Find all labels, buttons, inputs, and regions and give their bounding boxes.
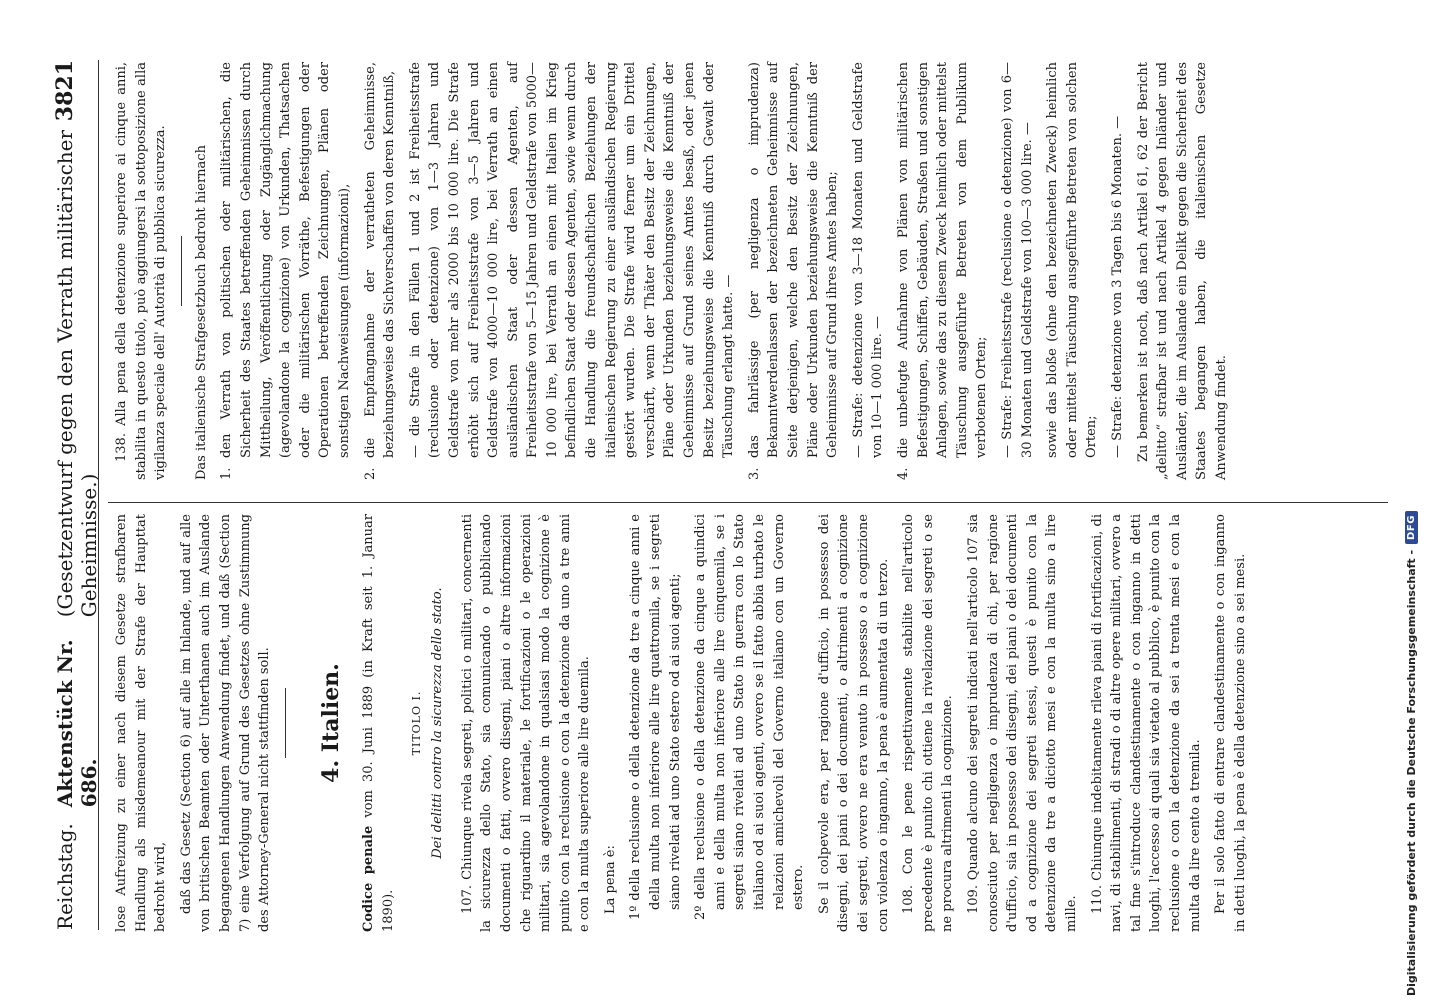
pena-item-1: 1º della reclusione o della detenzione da tre a cinque anni e della multa non inferiore alle lire quattromila, se i segreti siano rivelati ad uno Stato estero od ai suoi agenti; [628, 514, 683, 920]
left-paragraph-2: daß das Gesetz (Section 6) auf alle im Inlande, und auf alle von britischen Beamten oder Unterthanen auch im Auslande begangenen Handlungen Anwendung findet, und daß (Section 7) eine Verfolgung auf Grund des Gesetzes ohne Zustimmung des Attorney-General nicht stattfinden soll. [178, 514, 273, 932]
list-item-4-b-penalty: — Strafe: detenzione von 3 Tagen bis 6 Monaten. — [1109, 115, 1125, 458]
header-left-label: Reichstag. [53, 823, 77, 930]
header-center-title: Aktenstück Nr. 686. [53, 639, 101, 808]
list-item-3-penalty: — Strafe: detenzione von 3—18 Monaten und Geldstrafe von 10—1 000 lire. — [850, 62, 886, 458]
credit-text: Digitalisierung gefördert durch die Deutsche Forschungsgemeinschaft - [1404, 549, 1418, 996]
closing-paragraph: Zu bemerken ist noch, daß nach Artikel 61, 62 der Bericht „delitto“ strafbar ist und nach Artikel 4 gegen Inländer und Ausländer, die im Auslande ein Delikt gegen die Sicherheit des Staates begangen haben, die italienischen Gesetze Anwendung findet. [1135, 62, 1229, 480]
article-138: 138. Alla pena della detenzione superiore ai cinque anni, stabilita in questo titolo, può aggiungersi la sottoposizione alla vigilanza speciale dell' Autorità di pubblica sicurezza. [114, 62, 169, 480]
article-110: 110. Chiunque indebitamente rileva piani di fortificazioni, di navi, di stabilimenti, di stradi o di altre opere militari, ovvero a tal fine s'introduce clandestinamente o con inganno in detti luoghi, l'accesso ai quali sia vietato al pubblico, è punito con la reclusione o con la detenzione da sei a trenta mesi e con la multa da lire cento a tremila. [1089, 514, 1203, 932]
list-item-1-number: 1. [219, 467, 235, 480]
list-item-4-penalty: — Strafe: Freiheitsstrafe (reclusione o detenzione) von 6—30 Monaten und Geldstrafe von 100—3 000 lire. — [999, 62, 1035, 458]
header-title-group [53, 121, 101, 930]
column-divider [108, 502, 1388, 503]
paragraph-colpevole: Se il colpevole era, per ragione d'ufficio, in possesso dei disegni, dei piani o dei documenti, o altrimenti a cognizione dei segreti, ovvero ne era venuto in possesso o a cognizione con violenza o inganno, la pena è aumentata di un terzo. [816, 514, 891, 932]
list-item-2-number: 2. [362, 467, 378, 480]
list-item-4 [894, 62, 992, 480]
left-column [112, 514, 1256, 932]
dfg-logo: DFG [1405, 511, 1418, 544]
pena-intro: La pena è: [602, 845, 618, 914]
list-item-1-text: den Verrath von politischen oder militärischen, die Sicherheit des Staates betreffenden Geheimnissen durch Mittheilung, Veröffentlichung oder Zugänglichmachung (agevolandone la cognizione) von Urkunden, Thatsachen oder die militärischen Vorräthe, Befestigungen oder Operationen betreffenden Zeichnungen, Plänen oder sonstigen Nachweisungen (informazioni), [219, 62, 352, 458]
list-item-2-text: die Empfangnahme der verratheten Geheimnisse, beziehungsweise das Sichverschaffen von deren Kenntniß, [362, 62, 398, 458]
code-heading-bold: Codice penale [361, 825, 377, 932]
list-item-2 [361, 62, 400, 480]
list-item-3-text: das fahrlässige (per negligenza o imprudenza) Bekanntwerdenlassen der bezeichneten Geheimnisse auf Seite derjenigen, welche den Besitz der Zeichnungen, Pläne oder Urkunden beziehungsweise die Kenntniß der Geheimnisse auf Grund ihres Amtes haben; [746, 62, 841, 458]
left-paragraph-1: lose Aufreizung zu einer nach diesem Gesetze strafbaren Handlung als misdemeanour mit der Strafe der Haupttat bedroht wird, [114, 514, 169, 932]
list-item-1 [217, 62, 354, 480]
page-number: 3821 [52, 60, 78, 122]
short-rule-right [181, 236, 182, 306]
list-item-4-number: 4. [895, 467, 911, 480]
article-107: 107. Chiunque rivela segreti, politici o militari, concernenti la sicurezza dello Stato, sia comunicando o pubblicando documenti o fatti, ovvero disegni, piani o altre informazioni che riguardino il materiale, le fortificazioni o le operazioni militari, sia agevolandone in qualsiasi modo la cognizione è punito con la reclusione o con la detenzione da uno a tre anni e con la multa superiore alle lire duemila. [459, 514, 593, 932]
paragraph-last: Per il solo fatto di entrare clandestinamente o con inganno in detti luoghi, la pena è della detenzione sino a sei mesi. [1213, 514, 1248, 932]
list-item-4-text: die unbefugte Aufnahme von Plänen von militärischen Befestigungen, Schiffen, Gebäuden, Straßen und sonstigen Anlagen, sowie das zu diesem Zweck heimlich oder mittelst Täuschung ausgeführte Betreten von dem Publikum verbotenen Orten; [895, 62, 990, 458]
list-item-3 [745, 62, 843, 480]
pena-item-2: 2º della reclusione o della detenzione da cinque a quindici anni e della multa non inferiore alle lire cinquemila, se i segreti siano rivelati ad uno Stato in guerra con lo Stato italiano od ai suoi agenti, ovvero se il fatto abbia turbato le relazioni amichevoli del Governo italiano con un Governo estero. [693, 514, 807, 920]
article-109: 109. Quando alcuno dei segreti indicati nell'articolo 107 sia conosciuto per negligenza o imprudenza di chi, per ragione d'ufficio, sia in possesso dei disegni, dei piani o dei documenti od a cognizione dei segreti stessi, questi è punito con la detenzione da tre a diciotto mesi e con la multa sino a lire mille. [965, 514, 1079, 932]
article-108: 108. Con le pene rispettivamente stabilite nell'articolo precedente è punito chi ottiene la rivelazione dei segreti o se ne procura altrimenti la cognizione. [901, 514, 956, 932]
list-item-4-b: sowie das bloße (ohne den bezeichneten Zweck) heimlich oder mittelst Täuschung ausgeführte Betreten von solchen Orten; [1045, 62, 1100, 458]
digitization-credit [1400, 36, 1422, 996]
titolo-label: TITOLO I. [409, 690, 423, 756]
code-heading [359, 514, 398, 932]
code-heading-rest: vom 30. Juni 1889 (in Kraft seit 1. Januar 1890). [361, 514, 396, 932]
page-header [52, 60, 101, 930]
header-right-title: (Gesetzentwurf gegen den Verrath militärischer Geheimnisse.) [53, 129, 101, 618]
right-column [112, 62, 1237, 480]
short-rule [285, 688, 286, 758]
intro-paragraph: Das italienische Strafgesetzbuch bedroht hiernach [193, 145, 209, 480]
list-item-3-number: 3. [746, 467, 762, 480]
section-title: 4. Italien. [317, 663, 344, 783]
list-item-2-penalty: — die Strafe in den Fällen 1 und 2 ist Freiheitsstrafe (reclusione oder detenzione) von 1—3 Jahren und Geldstrafe von mehr als 2000 bis 10 000 lire. Die Strafe erhöht sich auf Freiheitsstrafe von 3—5 Jahren und Geldstrafe von 4000—10 000 lire, bei Verrath an einen ausländischen Staat oder dessen Agenten, auf Freiheitsstrafe von 5—15 Jahren und Geldstrafe von 5000—10 000 lire, bei Verrath an einen mit Italien im Krieg befindlichen Staat oder dessen Agenten, sowie wenn durch die Handlung die freundschaftlichen Beziehungen der italienischen Regierung zu einer ausländischen Regierung gestört wurden. Die Strafe wird ferner um ein Drittel verschärft, wenn der Thäter den Besitz der Zeichnungen, Pläne oder Urkunden beziehungsweise die Kenntniß der Geheimnisse auf Grund seines Amtes besaß, oder jenen Besitz beziehungsweise die Kenntniß durch Gewalt oder Täuschung erlangt hatte. — [407, 62, 737, 458]
header-rule [98, 60, 99, 930]
titolo-subtitle: Dei delitti contro la sicurezza dello stato. [430, 587, 446, 859]
